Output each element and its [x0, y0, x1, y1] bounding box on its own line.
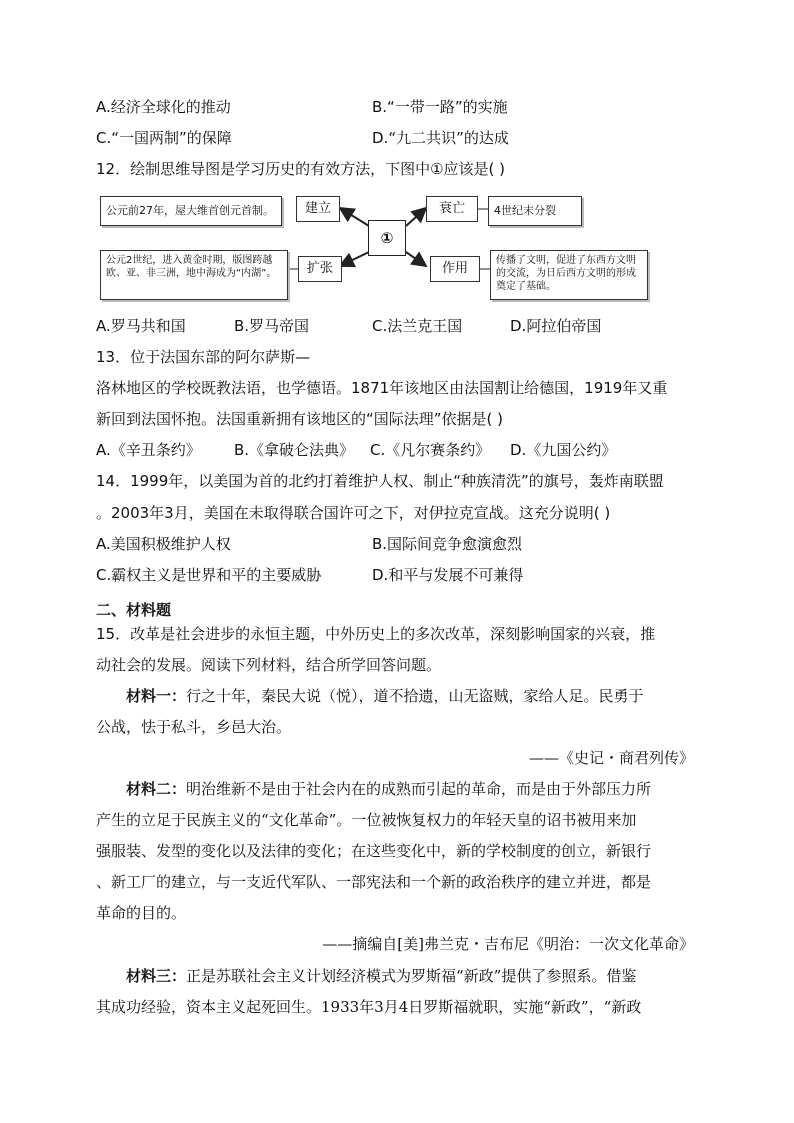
label-role: 作用 [430, 256, 480, 282]
material-2-line-1 [126, 779, 651, 799]
q14-line-1: 14．1999年，以美国为首的北约打着维护人权、制止“种族清洗”的旗号，轰炸南联盟 [96, 472, 664, 490]
q13-line-2: 洛林地区的学校既教法语，也学德语。1871年该地区由法国割让给德国，1919年又重 [96, 379, 668, 397]
material-3-text-1: 正是苏联社会主义计划经济模式为罗斯福“新政”提供了参照系。借鉴 [186, 967, 637, 985]
arrow-to-decline [406, 208, 426, 226]
q13-line-3: 新回到法国怀抱。法国重新拥有该地区的“国际法理”依据是( ) [96, 410, 504, 428]
material-1-label: 材料一： [126, 687, 187, 705]
material-1-line-1 [126, 686, 644, 706]
q15-line-1: 15．改革是社会进步的永恒主题，中外历史上的多次改革，深刻影响国家的兴衰，推 [96, 625, 656, 643]
q12-option-d: D.阿拉伯帝国 [510, 317, 602, 335]
q13-option-b: B.《拿破仑法典》 [234, 441, 355, 459]
material-1-text-1: 行之十年，秦民大说（悦），道不拾遗，山无盗贼，家给人足。民勇于 [186, 687, 644, 705]
material-3-line-1 [126, 966, 636, 986]
q11-option-a: A.经济全球化的推动 [96, 98, 231, 116]
q14-line-2: 。2003年3月，美国在未取得联合国许可之下，对伊拉克宣战。这充分说明( ) [96, 504, 611, 522]
section-heading: 二、材料题 [96, 601, 172, 619]
q12-stem: 12．绘制思维导图是学习历史的有效方法，下图中①应该是( ) [96, 160, 506, 178]
q14-option-b: B.国际间竞争愈演愈烈 [372, 535, 523, 553]
material-2-label: 材料二： [126, 780, 187, 798]
material-2-line-3: 强服装、发型的变化以及法律的变化；在这些变化中，新的学校制度的创立，新银行 [96, 842, 652, 860]
box-expand: 公元2世纪，进入黄金时期，版图跨越欧、亚、非三洲，地中海成为“内湖”。 [100, 250, 288, 300]
label-expand: 扩张 [298, 256, 342, 282]
center-node: ① [368, 220, 406, 256]
q12-option-a: A.罗马共和国 [96, 317, 186, 335]
material-1-line-2: 公战，怯于私斗，乡邑大治。 [96, 718, 292, 736]
mind-map-diagram [96, 186, 652, 304]
label-found: 建立 [296, 196, 340, 222]
arrow-to-found [340, 208, 369, 226]
material-2-source: ——摘编自[美]弗兰克・吉布尼《明治：一次文化革命》 [322, 935, 694, 953]
q14-option-d: D.和平与发展不可兼得 [372, 566, 524, 584]
arrow-to-role [406, 252, 426, 266]
label-decline: 衰亡 [426, 196, 478, 222]
q11-option-b: B.“一带一路”的实施 [372, 98, 508, 116]
q13-option-a: A.《辛丑条约》 [96, 441, 201, 459]
q15-line-2: 动社会的发展。阅读下列材料，结合所学回答问题。 [96, 656, 442, 674]
material-2-line-5: 革命的目的。 [96, 904, 187, 922]
q13-line-1: 13．位于法国东部的阿尔萨斯— [96, 348, 311, 366]
material-3-label: 材料三： [126, 967, 187, 985]
material-2-line-2: 产生的立足于民族主义的“文化革命”。一位被恢复权力的年轻天皇的诏书被用来加 [96, 811, 637, 829]
material-2-text-1: 明治维新不是由于社会内在的成熟而引起的革命，而是由于外部压力所 [186, 780, 652, 798]
q13-option-c: C.《凡尔赛条约》 [370, 441, 491, 459]
material-1-source: ——《史记・商君列传》 [528, 749, 694, 767]
q11-option-c: C.“一国两制”的保障 [96, 129, 232, 147]
q11-option-d: D.“九二共识”的达成 [372, 129, 509, 147]
q13-option-d: D.《九国公约》 [510, 441, 617, 459]
q14-option-c: C.霸权主义是世界和平的主要威胁 [96, 566, 322, 584]
box-role: 传播了文明，促进了东西方文明的交流，为日后西方文明的形成奠定了基础。 [490, 250, 648, 300]
material-2-line-4: 、新工厂的建立，与一支近代军队、一部宪法和一个新的政治秩序的建立并进，都是 [96, 873, 652, 891]
material-3-line-2: 其成功经验，资本主义起死回生。1933年3月4日罗斯福就职，实施“新政”，“新政 [96, 998, 642, 1016]
box-split: 4世纪末分裂 [488, 196, 582, 226]
arrow-to-expand [340, 252, 369, 266]
q14-option-a: A.美国积极维护人权 [96, 535, 231, 553]
q12-option-c: C.法兰克王国 [372, 317, 463, 335]
box-founding: 公元前27年，屋大维首创元首制。 [100, 196, 282, 226]
q12-option-b: B.罗马帝国 [234, 317, 310, 335]
